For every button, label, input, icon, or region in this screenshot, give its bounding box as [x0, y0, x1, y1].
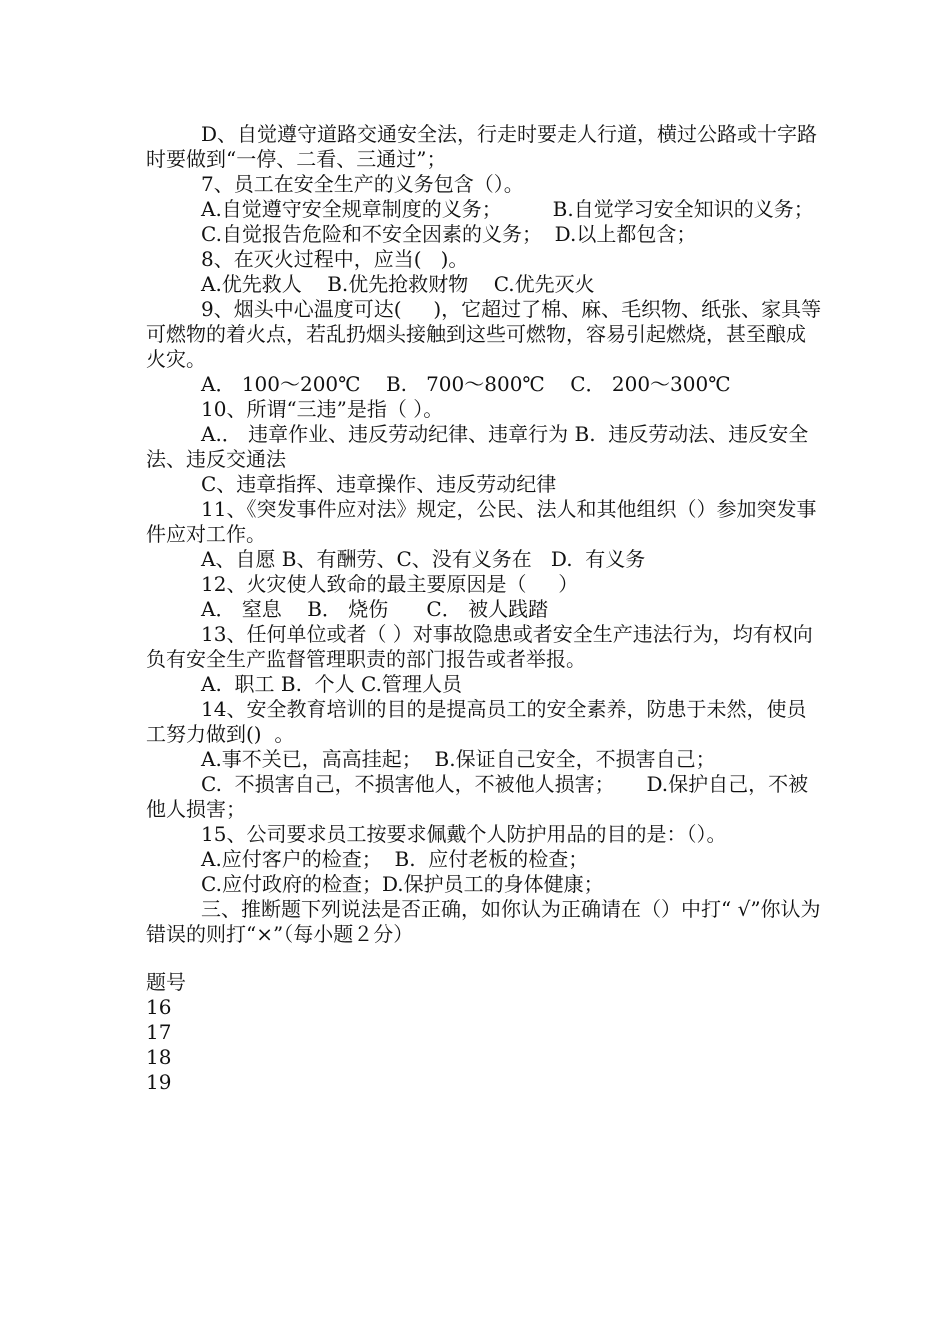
question-9-options: A． 100～200℃ B. 700～800℃ C． 200～300℃ — [201, 372, 731, 396]
question-7: 7、员工在安全生产的义务包含（）。 — [201, 172, 524, 196]
question-9: 9、烟头中心温度可达( )，它超过了棉、麻、毛织物、纸张、家具等可燃物的着火点，若乱扔烟头接触到这些可燃物，容易引起燃烧，甚至酿成火灾。 — [146, 297, 822, 371]
table-header-cell: 题号 — [146, 970, 186, 994]
question-8-options: A.优先救人 B.优先抢救财物 C.优先灭火 — [201, 272, 595, 296]
option-6d: D、自觉遵守道路交通安全法，行走时要走人行道，横过公路或十字路时要做到“一停、二看、三通过”； — [146, 122, 818, 171]
question-13: 13、任何单位或者（ ）对事故隐患或者安全生产违法行为，均有权向负有安全生产监督管理职责的部门报告或者举报。 — [146, 622, 813, 671]
section-3-heading: 三、推断题下列说法是否正确，如你认为正确请在（）中打“ √”你认为错误的则打“×”（每小题２分） — [146, 897, 821, 946]
question-11-options: A、自愿 B、有酬劳、C、没有义务在 D. 有义务 — [201, 547, 646, 571]
answer-table — [146, 970, 822, 1095]
question-14-options-cd: C. 不损害自己，不损害他人，不被他人损害； D.保护自己，不被他人损害； — [146, 772, 809, 821]
table-row: 17 — [146, 1020, 172, 1044]
question-7-options-cd: C.自觉报告危险和不安全因素的义务； D.以上都包含； — [201, 222, 697, 246]
question-7-options-ab: A.自觉遵守安全规章制度的义务； B.自觉学习安全知识的义务； — [201, 197, 814, 221]
question-10: 10、所谓“三违”是指（ ）。 — [201, 397, 444, 421]
table-row: 19 — [146, 1070, 172, 1094]
question-15: 15、公司要求员工按要求佩戴个人防护用品的目的是：（）。 — [201, 822, 727, 846]
question-12: 12、火灾使人致命的最主要原因是（ ） — [201, 572, 579, 596]
table-row: 16 — [146, 995, 172, 1019]
question-14-options-ab: A.事不关已，高高挂起； B.保证自己安全，不损害自己； — [201, 747, 716, 771]
question-14: 14、安全教育培训的目的是提高员工的安全素养，防患于未然，使员工努力做到() 。 — [146, 697, 807, 746]
question-8: 8、在灭火过程中，应当( )。 — [201, 247, 469, 271]
question-11: 11、《突发事件应对法》规定，公民、法人和其他组织（）参加突发事件应对工作。 — [146, 497, 817, 546]
question-15-options-cd: C.应付政府的检查；D.保护员工的身体健康； — [201, 872, 604, 896]
question-10-option-c: C、违章指挥、违章操作、违反劳动纪律 — [201, 472, 557, 496]
table-row: 18 — [146, 1045, 172, 1069]
question-12-options: A． 窒息 B． 烧伤 C． 被人践踏 — [201, 597, 549, 621]
question-13-options: A. 职工 B. 个人 C.管理人员 — [201, 672, 462, 696]
question-15-options-ab: A.应付客户的检查； B. 应付老板的检查； — [201, 847, 589, 871]
document-body — [146, 122, 822, 1095]
question-10-options-ab: A.． 违章作业、违反劳动纪律、违章行为 B. 违反劳动法、违反安全法、违反交通法 — [146, 422, 809, 471]
